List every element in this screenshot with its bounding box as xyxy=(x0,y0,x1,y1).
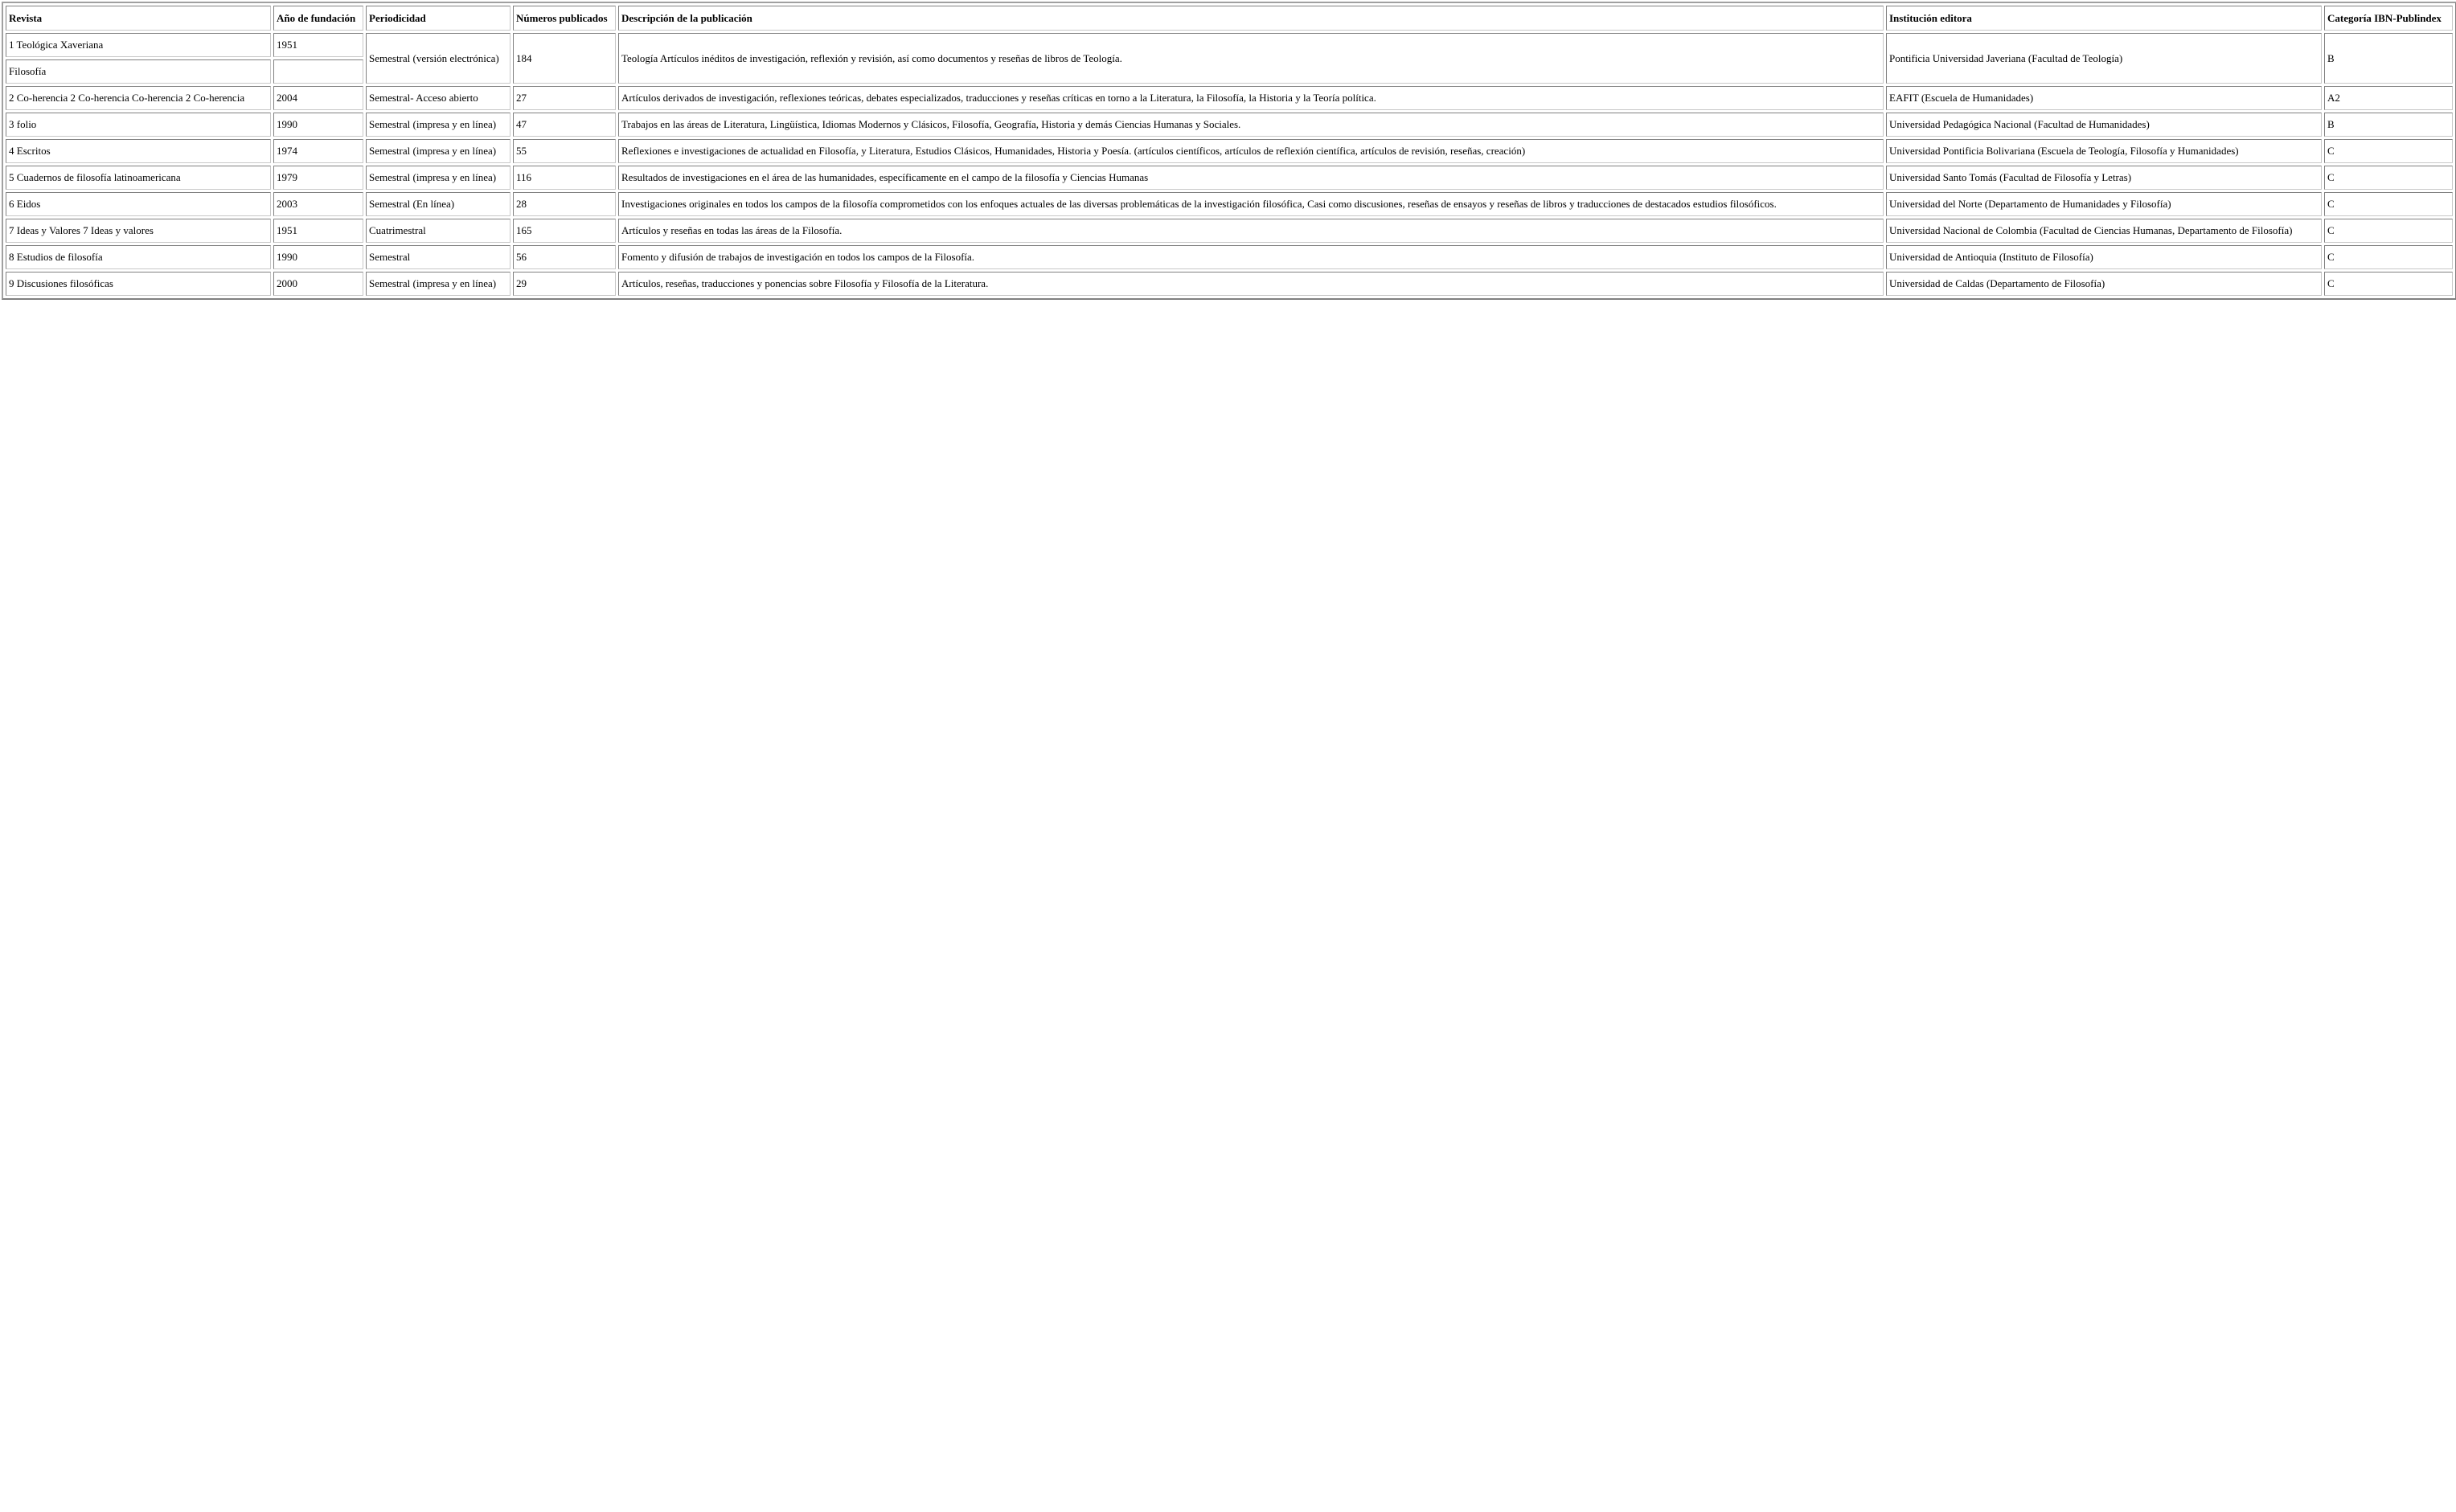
table-row xyxy=(6,139,2453,163)
cell-descripcion: Artículos derivados de investigación, reflexiones teóricas, debates especializados, traducciones y reseñas críticas en torno a la Literatura, la Filosofía, la Historia y la Teoría política. xyxy=(618,86,1884,110)
cell-revista: 8 Estudios de filosofía xyxy=(6,245,271,269)
cell-revista: 2 Co-herencia 2 Co-herencia Co-herencia 2 Co-herencia xyxy=(6,86,271,110)
cell-periodicidad: Cuatrimestral xyxy=(366,219,510,243)
cell-revista: 3 folio xyxy=(6,113,271,137)
table-row xyxy=(6,219,2453,243)
cell-revista: 5 Cuadernos de filosofía latinoamericana xyxy=(6,166,271,190)
cell-institucion: Universidad Nacional de Colombia (Facultad de Ciencias Humanas, Departamento de Filosofía) xyxy=(1886,219,2322,243)
cell-descripcion: Artículos, reseñas, traducciones y ponencias sobre Filosofía y Filosofía de la Literatura. xyxy=(618,272,1884,296)
cell-institucion: Universidad de Antioquia (Instituto de Filosofía) xyxy=(1886,245,2322,269)
cell-periodicidad: Semestral (impresa y en línea) xyxy=(366,272,510,296)
cell-descripcion: Investigaciones originales en todos los campos de la filosofía comprometidos con los enfoques actuales de las diversas problemáticas de la investigación filosófica, Casi como discusiones, reseñas de ensayos y reseñas de libros y traducciones de destacados estudios filosóficos. xyxy=(618,192,1884,216)
cell-descripcion: Teología Artículos inéditos de investigación, reflexión y revisión, así como documentos y reseñas de libros de Teología. xyxy=(618,33,1884,84)
cell-numeros: 28 xyxy=(513,192,616,216)
cell-institucion: EAFIT (Escuela de Humanidades) xyxy=(1886,86,2322,110)
cell-institucion: Universidad Pedagógica Nacional (Facultad de Humanidades) xyxy=(1886,113,2322,137)
cell-empty xyxy=(273,59,363,84)
cell-numeros: 29 xyxy=(513,272,616,296)
cell-institucion: Universidad Pontificia Bolivariana (Escuela de Teología, Filosofía y Humanidades) xyxy=(1886,139,2322,163)
table-row xyxy=(6,33,2453,57)
cell-institucion: Universidad Santo Tomás (Facultad de Filosofía y Letras) xyxy=(1886,166,2322,190)
cell-descripcion: Reflexiones e investigaciones de actualidad en Filosofía, y Literatura, Estudios Clásicos, Humanidades, Historia y Poesía. (artículos científicos, artículos de reflexión científica, artículos de revisión, reseñas, creación) xyxy=(618,139,1884,163)
cell-categoria: C xyxy=(2324,272,2453,296)
cell-numeros: 27 xyxy=(513,86,616,110)
cell-anio: 1974 xyxy=(273,139,363,163)
cell-revista: 7 Ideas y Valores 7 Ideas y valores xyxy=(6,219,271,243)
cell-periodicidad: Semestral (impresa y en línea) xyxy=(366,166,510,190)
cell-institucion: Universidad del Norte (Departamento de Humanidades y Filosofía) xyxy=(1886,192,2322,216)
table-row xyxy=(6,113,2453,137)
cell-periodicidad: Semestral (versión electrónica) xyxy=(366,33,510,84)
table-row xyxy=(6,166,2453,190)
cell-categoria: C xyxy=(2324,219,2453,243)
header-descripcion: Descripción de la publicación xyxy=(618,6,1884,31)
cell-descripcion: Artículos y reseñas en todas las áreas de la Filosofía. xyxy=(618,219,1884,243)
cell-numeros: 47 xyxy=(513,113,616,137)
header-institucion: Institución editora xyxy=(1886,6,2322,31)
cell-periodicidad: Semestral- Acceso abierto xyxy=(366,86,510,110)
cell-numeros: 165 xyxy=(513,219,616,243)
cell-anio: 2003 xyxy=(273,192,363,216)
cell-categoria: C xyxy=(2324,166,2453,190)
cell-categoria: C xyxy=(2324,139,2453,163)
table-row xyxy=(6,86,2453,110)
header-numeros: Números publicados xyxy=(513,6,616,31)
cell-anio: 2004 xyxy=(273,86,363,110)
cell-revista: 4 Escritos xyxy=(6,139,271,163)
cell-revista: 6 Eidos xyxy=(6,192,271,216)
cell-periodicidad: Semestral xyxy=(366,245,510,269)
cell-revista: 1 Teológica Xaveriana xyxy=(6,33,271,57)
cell-descripcion: Resultados de investigaciones en el área de las humanidades, específicamente en el campo de la filosofía y Ciencias Humanas xyxy=(618,166,1884,190)
cell-periodicidad: Semestral (impresa y en línea) xyxy=(366,113,510,137)
header-categoria: Categoría IBN-Publindex xyxy=(2324,6,2453,31)
cell-periodicidad: Semestral (En línea) xyxy=(366,192,510,216)
cell-numeros: 55 xyxy=(513,139,616,163)
cell-categoria: A2 xyxy=(2324,86,2453,110)
cell-anio: 1990 xyxy=(273,245,363,269)
cell-numeros: 184 xyxy=(513,33,616,84)
cell-anio: 1951 xyxy=(273,219,363,243)
cell-descripcion: Trabajos en las áreas de Literatura, Lingüística, Idiomas Modernos y Clásicos, Filosofía, Geografía, Historia y demás Ciencias Humanas y Sociales. xyxy=(618,113,1884,137)
table-row xyxy=(6,272,2453,296)
header-row xyxy=(6,6,2453,31)
table-row xyxy=(6,245,2453,269)
cell-categoria: B xyxy=(2324,33,2453,84)
cell-institucion: Pontificia Universidad Javeriana (Facultad de Teología) xyxy=(1886,33,2322,84)
cell-anio: 1990 xyxy=(273,113,363,137)
cell-numeros: 56 xyxy=(513,245,616,269)
cell-institucion: Universidad de Caldas (Departamento de Filosofía) xyxy=(1886,272,2322,296)
cell-anio: 1951 xyxy=(273,33,363,57)
cell-anio: 1979 xyxy=(273,166,363,190)
cell-categoria: B xyxy=(2324,113,2453,137)
cell-categoria: C xyxy=(2324,192,2453,216)
cell-revista: 9 Discusiones filosóficas xyxy=(6,272,271,296)
header-anio: Año de fundación xyxy=(273,6,363,31)
header-revista: Revista xyxy=(6,6,271,31)
cell-revista-subtitle: Filosofía xyxy=(6,59,271,84)
cell-periodicidad: Semestral (impresa y en línea) xyxy=(366,139,510,163)
cell-numeros: 116 xyxy=(513,166,616,190)
journals-table xyxy=(2,2,2456,300)
cell-descripcion: Fomento y difusión de trabajos de investigación en todos los campos de la Filosofía. xyxy=(618,245,1884,269)
table-row xyxy=(6,192,2453,216)
cell-categoria: C xyxy=(2324,245,2453,269)
header-periodicidad: Periodicidad xyxy=(366,6,510,31)
cell-anio: 2000 xyxy=(273,272,363,296)
